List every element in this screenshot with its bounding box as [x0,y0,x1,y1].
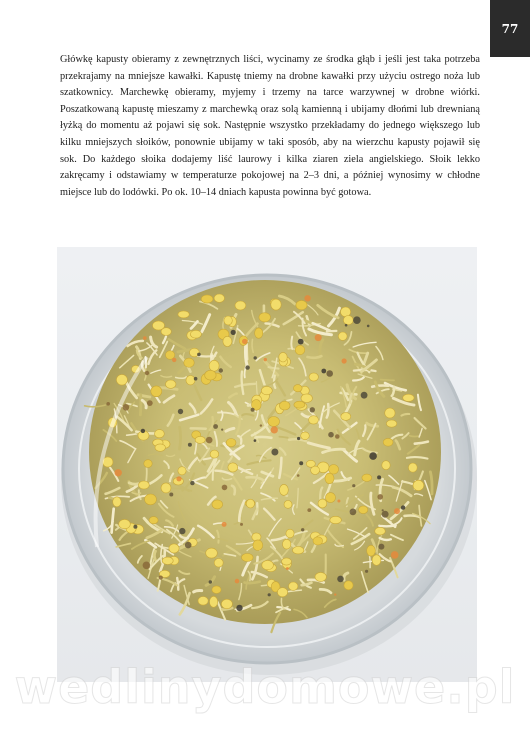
corn-kernel [277,588,287,597]
corn-kernel [309,416,319,424]
corn-kernel [262,560,274,569]
corn-kernel [116,375,127,386]
corn-kernel [309,373,318,381]
spice-fleck [334,593,336,595]
watermark-text: wedlinydomowe.pl [14,660,516,714]
spice-fleck [145,371,149,375]
spice-fleck [143,336,147,340]
corn-kernel [210,596,218,607]
spice-fleck [213,424,218,429]
spice-fleck [106,402,110,406]
cabbage-shred [379,525,395,526]
corn-kernel [330,516,342,523]
spice-fleck [264,358,267,361]
spice-fleck [254,356,257,359]
corn-kernel [289,582,298,590]
corn-kernel [282,558,292,565]
corn-kernel [338,332,347,340]
spice-fleck [245,365,249,369]
corn-kernel [113,497,121,507]
cabbage-shred [180,427,181,449]
corn-kernel [386,420,396,427]
spice-fleck [271,426,278,433]
cabbage-shred [279,437,287,438]
corn-kernel [151,386,162,397]
corn-kernel [279,352,287,362]
spice-fleck [206,437,213,444]
cabbage-shred [381,380,394,381]
spice-fleck [307,508,311,512]
spice-fleck [382,511,389,518]
corn-kernel [178,467,186,475]
corn-kernel [155,430,165,438]
spice-fleck [219,368,223,372]
bowl-illustration [57,247,477,682]
spice-fleck [394,508,400,514]
corn-kernel [359,506,368,514]
corn-kernel [184,358,194,367]
corn-kernel [408,463,417,472]
spice-fleck [143,562,151,570]
spice-fleck [297,437,300,440]
corn-kernel [318,499,327,508]
corn-kernel [294,385,303,392]
cabbage-shred [194,590,202,591]
spice-fleck [240,523,243,526]
spice-fleck [185,542,192,549]
spice-fleck [172,358,176,362]
corn-kernel [375,527,386,535]
spice-fleck [268,593,271,596]
corn-kernel [212,586,221,594]
spice-fleck [176,476,181,481]
spice-fleck [350,509,357,516]
spice-fleck [401,505,405,509]
spice-fleck [352,484,355,487]
spice-fleck [235,579,240,584]
corn-kernel [242,554,254,562]
corn-kernel [224,316,232,325]
corn-kernel [255,328,263,338]
corn-kernel [246,499,254,508]
corn-kernel [301,432,310,440]
cabbage-shred [129,483,138,484]
spice-fleck [260,424,262,426]
corn-kernel [284,501,292,509]
corn-kernel [212,500,223,509]
spice-fleck [321,369,326,374]
corn-kernel [259,313,271,322]
cabbage-shred [146,468,147,483]
corn-kernel [162,557,173,564]
corn-kernel [325,473,334,484]
corn-kernel [343,316,353,325]
spice-fleck [188,443,192,447]
corn-kernel [214,559,223,568]
corn-kernel [403,394,414,401]
corn-kernel [190,330,201,338]
spice-fleck [377,494,383,500]
spice-fleck [169,493,173,497]
corn-kernel [198,597,208,606]
spice-fleck [315,334,322,341]
corn-kernel [195,436,205,443]
spice-fleck [222,522,227,527]
cabbage-shred [245,346,247,366]
corn-kernel [253,540,263,551]
corn-kernel [261,386,272,394]
corn-kernel [268,417,280,427]
corn-kernel [296,300,307,309]
spice-fleck [236,605,242,611]
corn-kernel [221,599,232,609]
spice-fleck [179,528,185,534]
corn-kernel [166,380,176,388]
corn-kernel [362,474,372,481]
spice-fleck [190,481,194,485]
spice-fleck [271,449,278,456]
spice-fleck [345,324,348,327]
corn-kernel [178,311,189,318]
corn-kernel [295,345,305,354]
corn-kernel [209,360,219,371]
spice-fleck [194,377,198,381]
spice-fleck [377,475,381,479]
spice-fleck [304,295,310,301]
corn-kernel [306,460,315,467]
corn-kernel [161,328,171,336]
spice-fleck [326,370,333,377]
spice-fleck [231,330,236,335]
spice-fleck [115,469,122,476]
corn-kernel [283,539,291,549]
spice-fleck [367,325,370,328]
corn-kernel [329,465,339,475]
spice-fleck [242,339,247,344]
corn-kernel [201,295,213,303]
corn-kernel [385,408,395,418]
spice-fleck [337,576,344,583]
corn-kernel [293,547,304,554]
spice-fleck [310,407,315,412]
spice-fleck [133,525,137,529]
spice-fleck [147,400,153,406]
corn-kernel [326,493,336,503]
spice-fleck [391,551,399,559]
spice-fleck [141,429,145,433]
corn-kernel [223,336,232,346]
corn-kernel [161,483,171,493]
corn-kernel [169,544,179,553]
corn-kernel [205,370,216,380]
spice-fleck [221,429,223,431]
cabbage-shred [245,582,260,584]
spice-fleck [353,316,361,324]
corn-kernel [145,494,157,505]
spice-fleck [159,576,163,580]
spice-fleck [298,339,304,345]
spice-fleck [209,580,212,583]
corn-kernel [144,460,152,468]
corn-kernel [341,413,351,421]
spice-fleck [123,404,130,411]
spice-fleck [382,509,384,511]
corn-kernel [271,299,281,310]
spice-fleck [251,408,255,412]
cabbage-shred [154,551,155,560]
corn-kernel [382,461,390,470]
spice-fleck [286,567,289,570]
page-number: 77 [490,0,530,57]
corn-kernel [228,463,238,472]
spice-fleck [378,544,384,550]
corn-kernel [139,481,150,489]
spice-fleck [361,392,368,399]
cabbage-shred [327,331,337,332]
spice-fleck [337,500,340,503]
spice-fleck [301,528,304,531]
corn-kernel [235,301,246,310]
corn-kernel [214,294,224,302]
corn-kernel [301,394,312,403]
corn-kernel [313,537,323,545]
spice-fleck [254,439,257,442]
corn-kernel [119,519,131,528]
cabbage-shred [291,337,292,349]
corn-kernel [280,484,289,495]
spice-fleck [328,432,334,438]
spice-fleck [297,474,300,477]
spice-fleck [342,358,347,363]
recipe-paragraph: Główkę kapusty obieramy z zewnętrznych liści, wycinamy ze środka głąb i jeśli jest taka potrzeba przekrajamy na mniejsze kawałki. Kapustę tniemy na drobne kawałki przy użyciu ostrego noża lub szatkownicy. Marchewkę obieramy, myjemy i trzemy na tarce warzywnej w drobne wiórki. Poszatkowaną kapustę mieszamy z marchewką oraz solą kamienną i ubijamy dłońmi lub drewnianą łyżką do momentu aż pojawi się sok. Następnie wszystko przekładamy do jednego większego lub kilku mniejszych słoików, ponownie ubijamy w taki sposób, aby na wierzchu kapusty pojawił się sok. Do każdego słoika dodajemy liść laurowy i kilka ziaren ziela angielskiego. Słoik lekko zakręcamy i odstawiamy w temperaturze pokojowej na 2–3 dni, a później wynosimy w chłodne miejsce lub do lodówki. Po ok. 10–14 dniach kapusta powinna być gotowa. [60,54,480,198]
corn-kernel [315,572,326,581]
corn-kernel [186,376,195,385]
spice-fleck [365,570,368,573]
corn-kernel [206,548,218,558]
corn-kernel [149,517,158,524]
spice-fleck [369,452,377,460]
spice-fleck [299,461,303,465]
corn-kernel [286,529,294,538]
corn-kernel [155,444,165,451]
corn-kernel [226,439,236,447]
sauerkraut-bowl-photo [57,247,477,682]
spice-fleck [178,409,183,414]
spice-fleck [222,485,228,491]
corn-kernel [367,545,376,556]
corn-kernel [344,581,353,590]
corn-kernel [279,401,290,410]
corn-kernel [372,555,381,566]
corn-kernel [383,438,393,446]
corn-kernel [294,401,305,408]
cabbage-shred [372,386,388,387]
spice-fleck [197,353,201,357]
spice-fleck [335,434,340,439]
corn-kernel [413,480,424,490]
cabbage-shred [255,437,271,438]
corn-kernel [210,450,219,458]
